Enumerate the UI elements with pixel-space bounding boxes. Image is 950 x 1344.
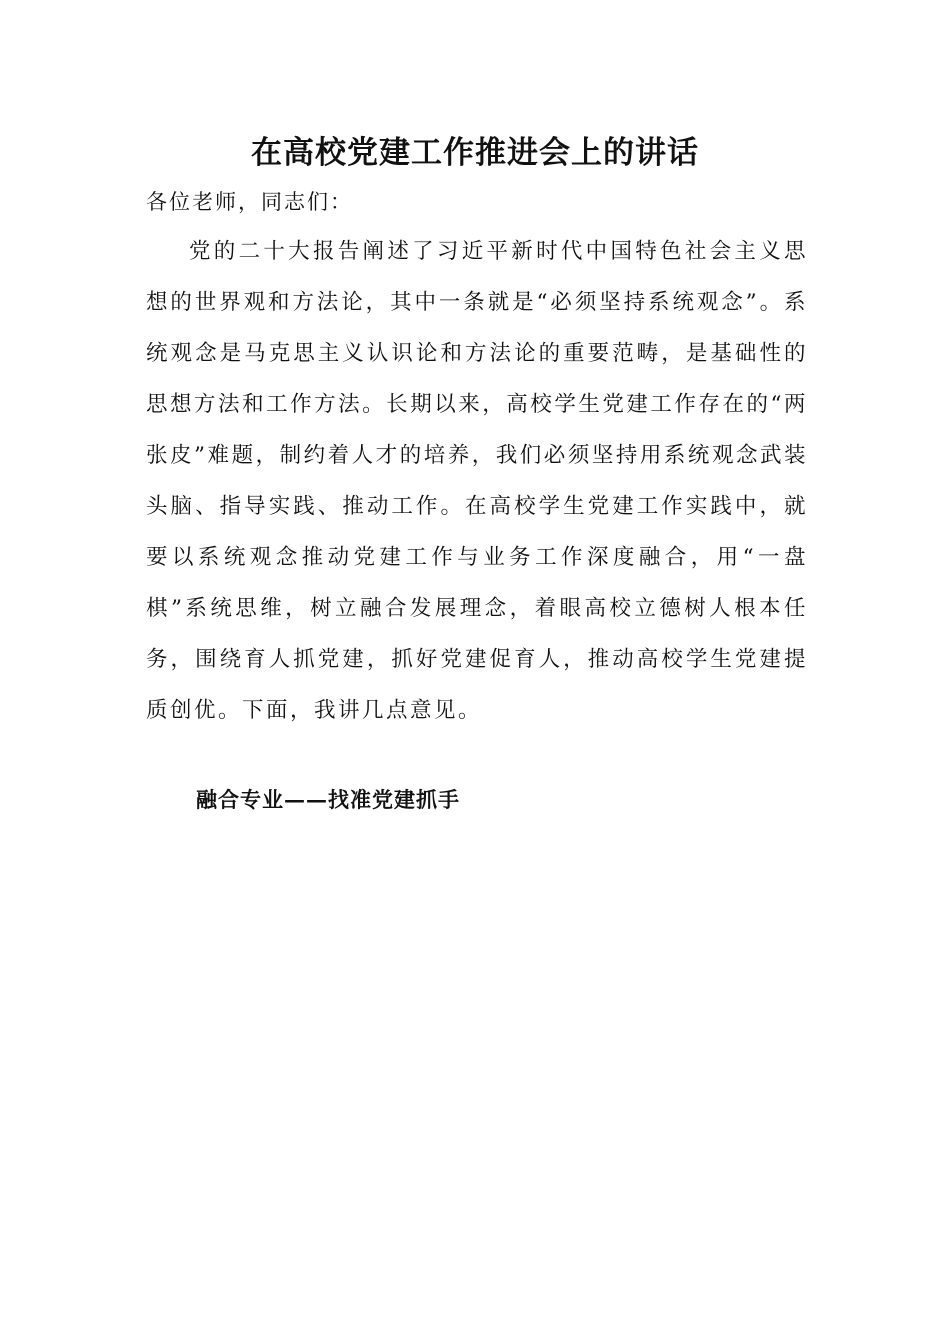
salutation: 各位老师，同志们：	[146, 190, 353, 214]
body-paragraph: 党的二十大报告阐述了习近平新时代中国特色社会主义思想的世界观和方法论，其中一条就是“必须坚持系统观念”。系统观念是马克思主义认识论和方法论的重要范畴，是基础性的思想方法和工作方法。长期以来，高校学生党建工作存在的“两张皮”难题，制约着人才的培养，我们必须坚持用系统观念武装头脑、指导实践、推动工作。在高校学生党建工作实践中，就要以系统观念推动党建工作与业务工作深度融合，用“一盘棋”系统思维，树立融合发展理念，着眼高校立德树人根本任务，围绕育人抓党建，抓好党建促育人，推动高校学生党建提质创优。下面，我讲几点意见。	[146, 239, 808, 723]
section-heading: 融合专业——找准党建抓手	[196, 787, 460, 812]
document-title: 在高校党建工作推进会上的讲话	[251, 135, 699, 171]
